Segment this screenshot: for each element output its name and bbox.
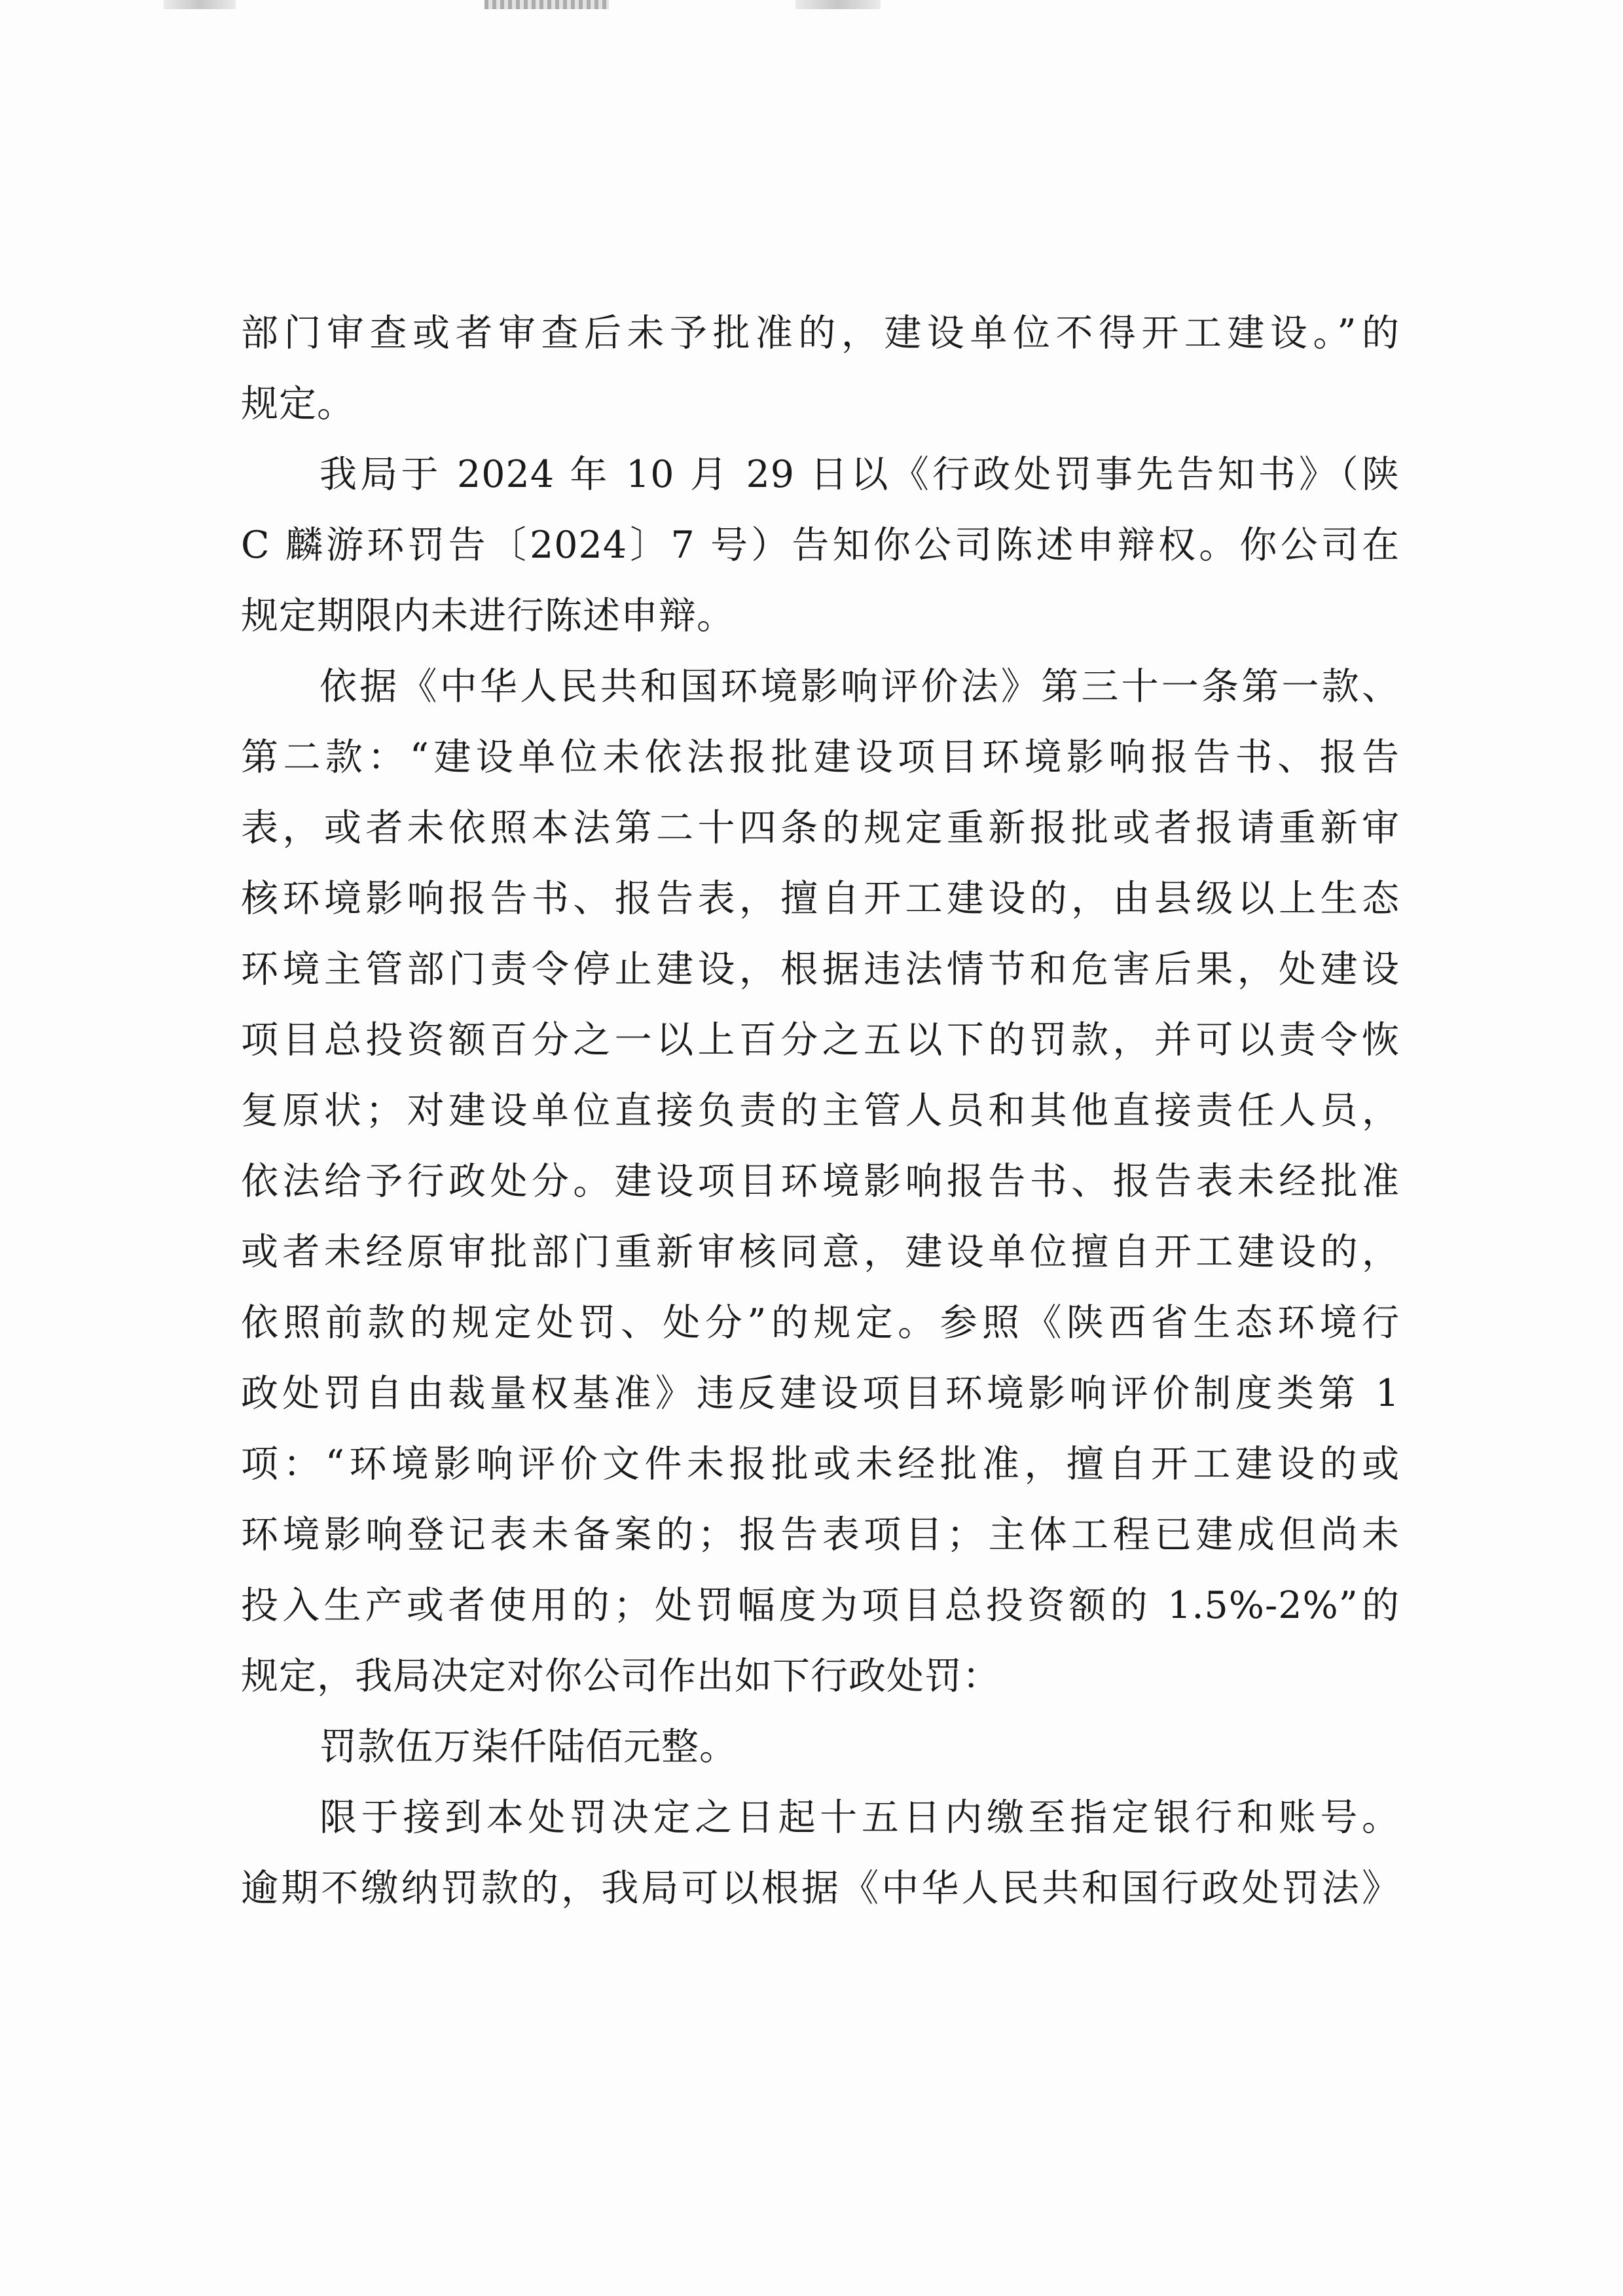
text-line: 罚款伍万柒仟陆佰元整。: [319, 1725, 737, 1768]
text-line: 复原状；对建设单位直接负责的主管人员和其他直接责任人员，: [241, 1089, 1400, 1132]
text-line: 或者未经原审批部门重新审核同意，建设单位擅自开工建设的，: [241, 1230, 1400, 1274]
text-line: 环境主管部门责令停止建设，根据违法情节和危害后果，处建设: [241, 948, 1400, 991]
scan-artifact: [484, 0, 609, 9]
text-line: 表，或者未依照本法第二十四条的规定重新报批或者报请重新审: [241, 806, 1400, 850]
text-line: 依照前款的规定处罚、处分”的规定。参照《陕西省生态环境行: [241, 1301, 1400, 1344]
text-line: 环境影响登记表未备案的；报告表项目；主体工程已建成但尚未: [241, 1513, 1400, 1556]
text-line: 规定。: [241, 382, 355, 425]
text-line: 项目总投资额百分之一以上百分之五以下的罚款，并可以责令恢: [241, 1018, 1400, 1062]
text-line: 规定期限内未进行陈述申辩。: [241, 594, 735, 637]
text-line: 依法给予行政处分。建设项目环境影响报告书、报告表未经批准: [241, 1160, 1400, 1203]
text-line: 政处罚自由裁量权基准》违反建设项目环境影响评价制度类第 1: [241, 1372, 1400, 1415]
text-line: 规定，我局决定对你公司作出如下行政处罚：: [241, 1655, 1000, 1698]
text-line: C 麟游环罚告〔2024〕7 号）告知你公司陈述申辩权。你公司在: [241, 524, 1400, 567]
text-line: 部门审查或者审查后未予批准的，建设单位不得开工建设。”的: [241, 312, 1400, 355]
scan-artifact: [795, 0, 881, 9]
text-line: 核环境影响报告书、报告表，擅自开工建设的，由县级以上生态: [241, 877, 1400, 920]
text-line: 限于接到本处罚决定之日起十五日内缴至指定银行和账号。: [319, 1796, 1400, 1839]
text-line: 我局于 2024 年 10 月 29 日以《行政处罚事先告知书》（陕: [319, 453, 1400, 496]
text-line: 依据《中华人民共和国环境影响评价法》第三十一条第一款、: [319, 665, 1400, 708]
scan-artifact: [164, 0, 236, 9]
text-line: 逾期不缴纳罚款的，我局可以根据《中华人民共和国行政处罚法》: [241, 1867, 1400, 1910]
text-line: 第二款：“建设单位未依法报批建设项目环境影响报告书、报告: [241, 736, 1400, 779]
document-body: [241, 298, 1400, 1924]
text-line: 项：“环境影响评价文件未报批或未经批准，擅自开工建设的或: [241, 1443, 1400, 1486]
text-line: 投入生产或者使用的；处罚幅度为项目总投资额的 1.5%-2%”的: [241, 1584, 1400, 1627]
